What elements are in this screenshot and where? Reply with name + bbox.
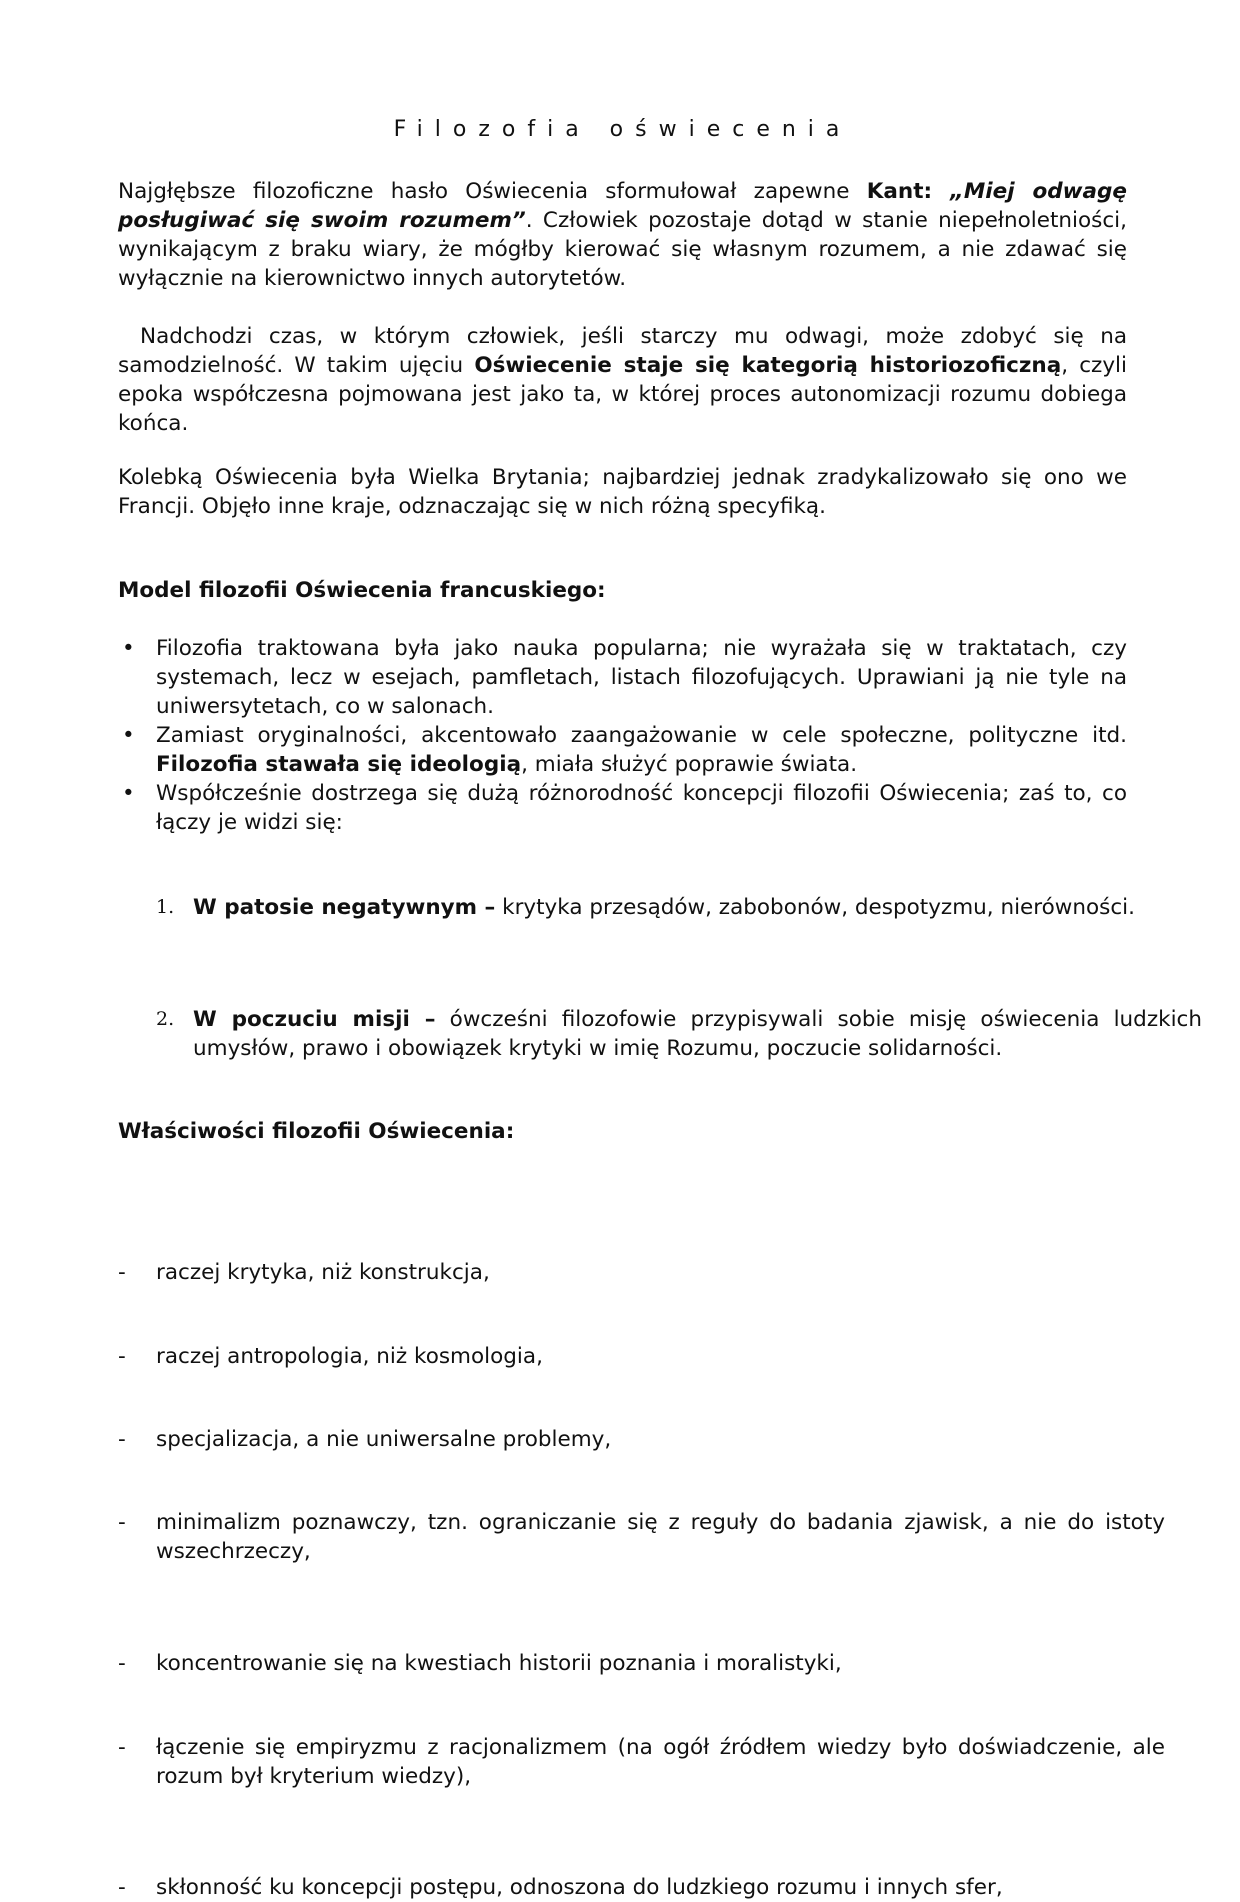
bold-text: W poczuciu misji – [193, 1007, 436, 1032]
text: krytyka przesądów, zabobonów, despotyzmu, nierówności. [495, 895, 1135, 920]
text: , miała służyć poprawie świata. [521, 752, 858, 777]
text: raczej krytyka, niż konstrukcja, [156, 1260, 490, 1285]
text: łączenie się empiryzmu z racjonalizmem (na ogół źródłem wiedzy było doświadczenie, ale rozum był kryterium wiedzy), [156, 1735, 1165, 1789]
number-marker: 2. [156, 1008, 175, 1030]
dash-marker: - [118, 1651, 126, 1676]
list-item [118, 1733, 1165, 1791]
bold-text: W patosie negatywnym – [193, 895, 496, 920]
text: Zamiast oryginalności, akcentowało zaangażowanie w cele społeczne, polityczne itd. [156, 723, 1127, 748]
document-page [118, 0, 1202, 1900]
bold-text: Kant: [866, 179, 950, 204]
bullet-list [118, 634, 1127, 837]
text: Współcześnie dostrzega się dużą różnorodność koncepcji filozofii Oświecenia; zaś to, co łączy je widzi się: [156, 781, 1127, 835]
intro-paragraph-1 [118, 177, 1127, 293]
numbered-item [118, 893, 1202, 922]
text: specjalizacja, a nie uniwersalne problemy, [156, 1427, 612, 1452]
dash-marker: - [118, 1735, 126, 1760]
intro-paragraph-2 [118, 322, 1127, 438]
bullet-icon: • [122, 781, 135, 806]
text: . Człowiek pozostaje dotąd w stanie niepełnoletniości, wynikającym z braku wiary, że mógłby kierować się własnym rozumem, a nie zdawać się wyłącznie na kierownictwo innych autorytetów. [118, 208, 1127, 291]
text: ówcześni filozofowie przypisywali sobie misję oświecenia ludzkich umysłów, prawo i obowiązek krytyki w imię Rozumu, poczucie solidarności. [193, 1007, 1202, 1061]
list-item [118, 634, 1127, 721]
number-marker: 1. [156, 896, 175, 918]
list-item [118, 1508, 1165, 1566]
text: Nadchodzi czas, w którym człowiek, jeśli starczy mu odwagi, może zdobyć się na samodzielność. W takim ujęciu [118, 324, 1127, 378]
dash-marker: - [118, 1427, 126, 1452]
list-item [118, 1425, 1165, 1454]
list-item [118, 1258, 1165, 1287]
quote: „Miej odwagę posługiwać się swoim rozumem” [118, 179, 1127, 233]
text: raczej antropologia, niż kosmologia, [156, 1344, 543, 1369]
dash-marker: - [118, 1260, 126, 1285]
text: skłonność ku koncepcji postępu, odnoszona do ludzkiego rozumu i innych sfer, [156, 1875, 1003, 1900]
list-item [118, 779, 1127, 837]
text: Najgłębsze filozoficzne hasło Oświecenia sformułował zapewne [118, 179, 867, 204]
list-item [118, 1649, 1165, 1678]
bullet-icon: • [122, 723, 135, 748]
bold-text: Filozofia stawała się ideologią [156, 752, 522, 777]
dash-marker: - [118, 1510, 126, 1535]
section-heading-properties: Właściwości filozofii Oświecenia: [118, 1119, 515, 1144]
text: minimalizm poznawczy, tzn. ograniczanie się z reguły do badania zjawisk, a nie do istoty wszechrzeczy, [156, 1510, 1165, 1564]
bullet-icon: • [122, 636, 135, 661]
list-item [118, 1342, 1165, 1371]
text: , czyli epoka współczesna pojmowana jest jako ta, w której proces autonomizacji rozumu dobiega końca. [118, 353, 1127, 436]
text: koncentrowanie się na kwestiach historii poznania i moralistyki, [156, 1651, 842, 1676]
list-item [118, 1873, 1165, 1902]
dash-marker: - [118, 1344, 126, 1369]
numbered-item [118, 1005, 1202, 1063]
dash-marker: - [118, 1875, 126, 1900]
section-heading-model: Model filozofii Oświecenia francuskiego: [118, 578, 606, 603]
intro-paragraph-3: Kolebką Oświecenia była Wielka Brytania; najbardziej jednak zradykalizowało się ono we Francji. Objęło inne kraje, odznaczając się w nich różną specyfiką. [118, 465, 1127, 519]
bold-text: Oświecenie staje się kategorią historiozoficzną [474, 353, 1062, 378]
text: Filozofia traktowana była jako nauka popularna; nie wyrażała się w traktatach, czy systemach, lecz w esejach, pamfletach, listach filozofujących. Uprawiani ją nie tyle na uniwersytetach, co w salonach. [156, 636, 1127, 719]
document-title: Filozofia oświecenia [393, 117, 852, 142]
list-item [118, 721, 1127, 779]
